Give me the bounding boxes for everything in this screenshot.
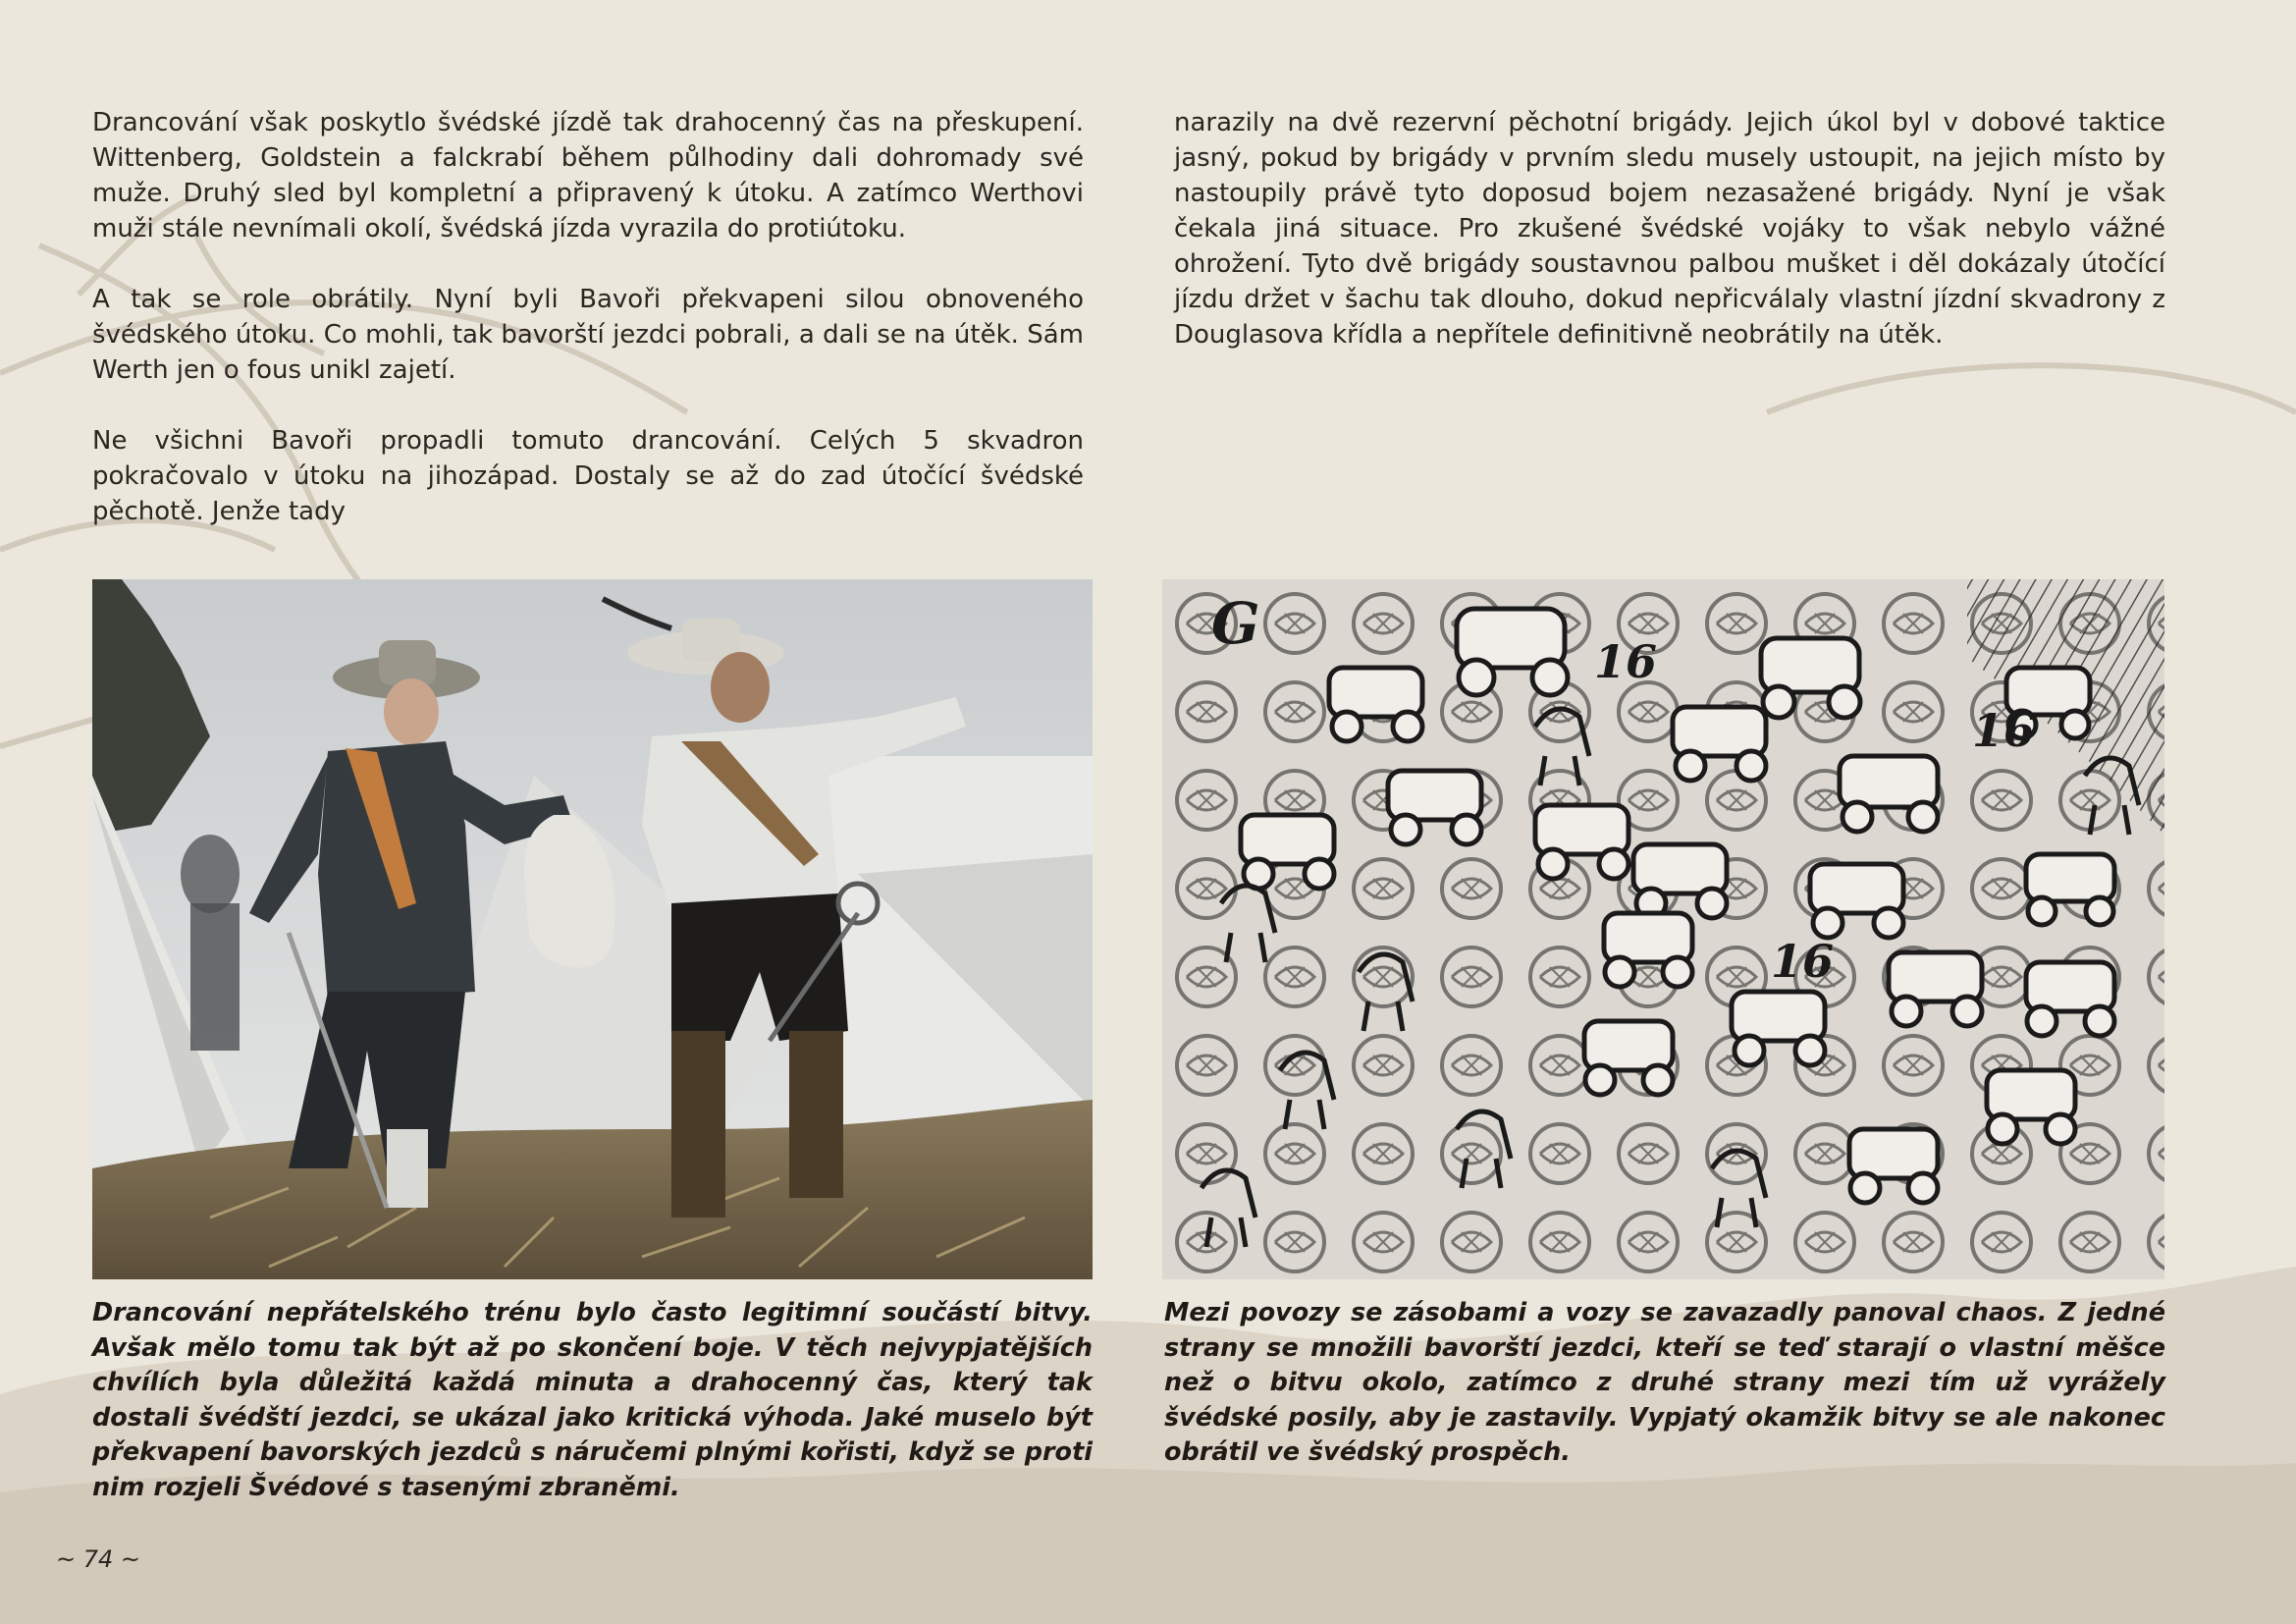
left-photo-caption: Drancování nepřátelského trénu bylo často legitimní součástí bitvy. Avšak mělo tomu tak být až po skončení boje. V těch nejvypjatějších chvílích byla důležitá každá minuta a drahocenný čas, který tak dostali švédští jezdci, se ukázal jako kritická výhoda. Jaké muselo být překvapení bavorských jezdců s náručemi plnými kořisti, když se proti nim rozjeli Švédové s tasenými zbraněmi. [92,1298,1093,1502]
right-paragraph-1: narazily na dvě rezervní pěchotní brigády. Jejich úkol byl v dobové taktice jasný, pokud by brigády v prvním sledu musely ustoupit, na jejich místo by nastoupily právě tyto doposud bojem nezasažené brigády. Nyní je však čekala jiná situace. Pro zkušené švédské vojáky to však nebylo vážné ohrožení. Tyto dvě brigády soustavnou palbou mušket i děl dokázaly útočící jízdu držet v šachu tak dlouho, dokud nepřicválaly vlastní jízdní skvadrony z Douglasova křídla a nepřítele definitivně neobrátily na útěk. [1174,108,2165,350]
engraving-number-label: 16 [1594,635,1658,688]
left-paragraph-3: Ne všichni Bavoři propadli tomuto drancování. Celých 5 skvadron pokračovalo v útoku na jihozápad. Dostaly se až do zad útočící švédské pěchotě. Jenže tady [92,426,1084,526]
right-text-column [1174,105,2165,352]
left-paragraph-2: A tak se role obrátily. Nyní byli Bavoři překvapeni silou obnoveného švédského útoku. Co mohli, tak bavorští jezdci pobrali, a dali se na útěk. Sám Werth jen o fous unikl zajetí. [92,285,1084,385]
engraving-number-label: 16 [1771,935,1835,988]
page-number: ~ 74 ~ [56,1545,141,1573]
left-text-column [92,105,1084,529]
right-photo-caption: Mezi povozy se zásobami a vozy se zavazadly panoval chaos. Z jedné strany se množili bavorští jezdci, kteří se teď starají o vlastní měšce než o bitvu okolo, zatímco z druhé strany mezi tím už vyrážely švédské posily, aby je zastavily. Vypjatý okamžik bitvy se ale nakonec obrátil ve švédský prospěch. [1164,1298,2165,1467]
engraving-letter: G [1211,590,1260,657]
wagon-engraving-image [1162,579,2164,1279]
left-paragraph-1: Drancování však poskytlo švédské jízdě tak drahocenný čas na přeskupení. Wittenberg, Goldstein a falckrabí během půlhodiny dali dohromady své muže. Druhý sled byl kompletní a připravený k útoku. A zatímco Werthovi muži stále nevnímali okolí, švédská jízda vyrazila do protiútoku. [92,108,1084,244]
reenactors-photo [92,579,1093,1279]
engraving-number-label: 16 [1972,704,2036,757]
